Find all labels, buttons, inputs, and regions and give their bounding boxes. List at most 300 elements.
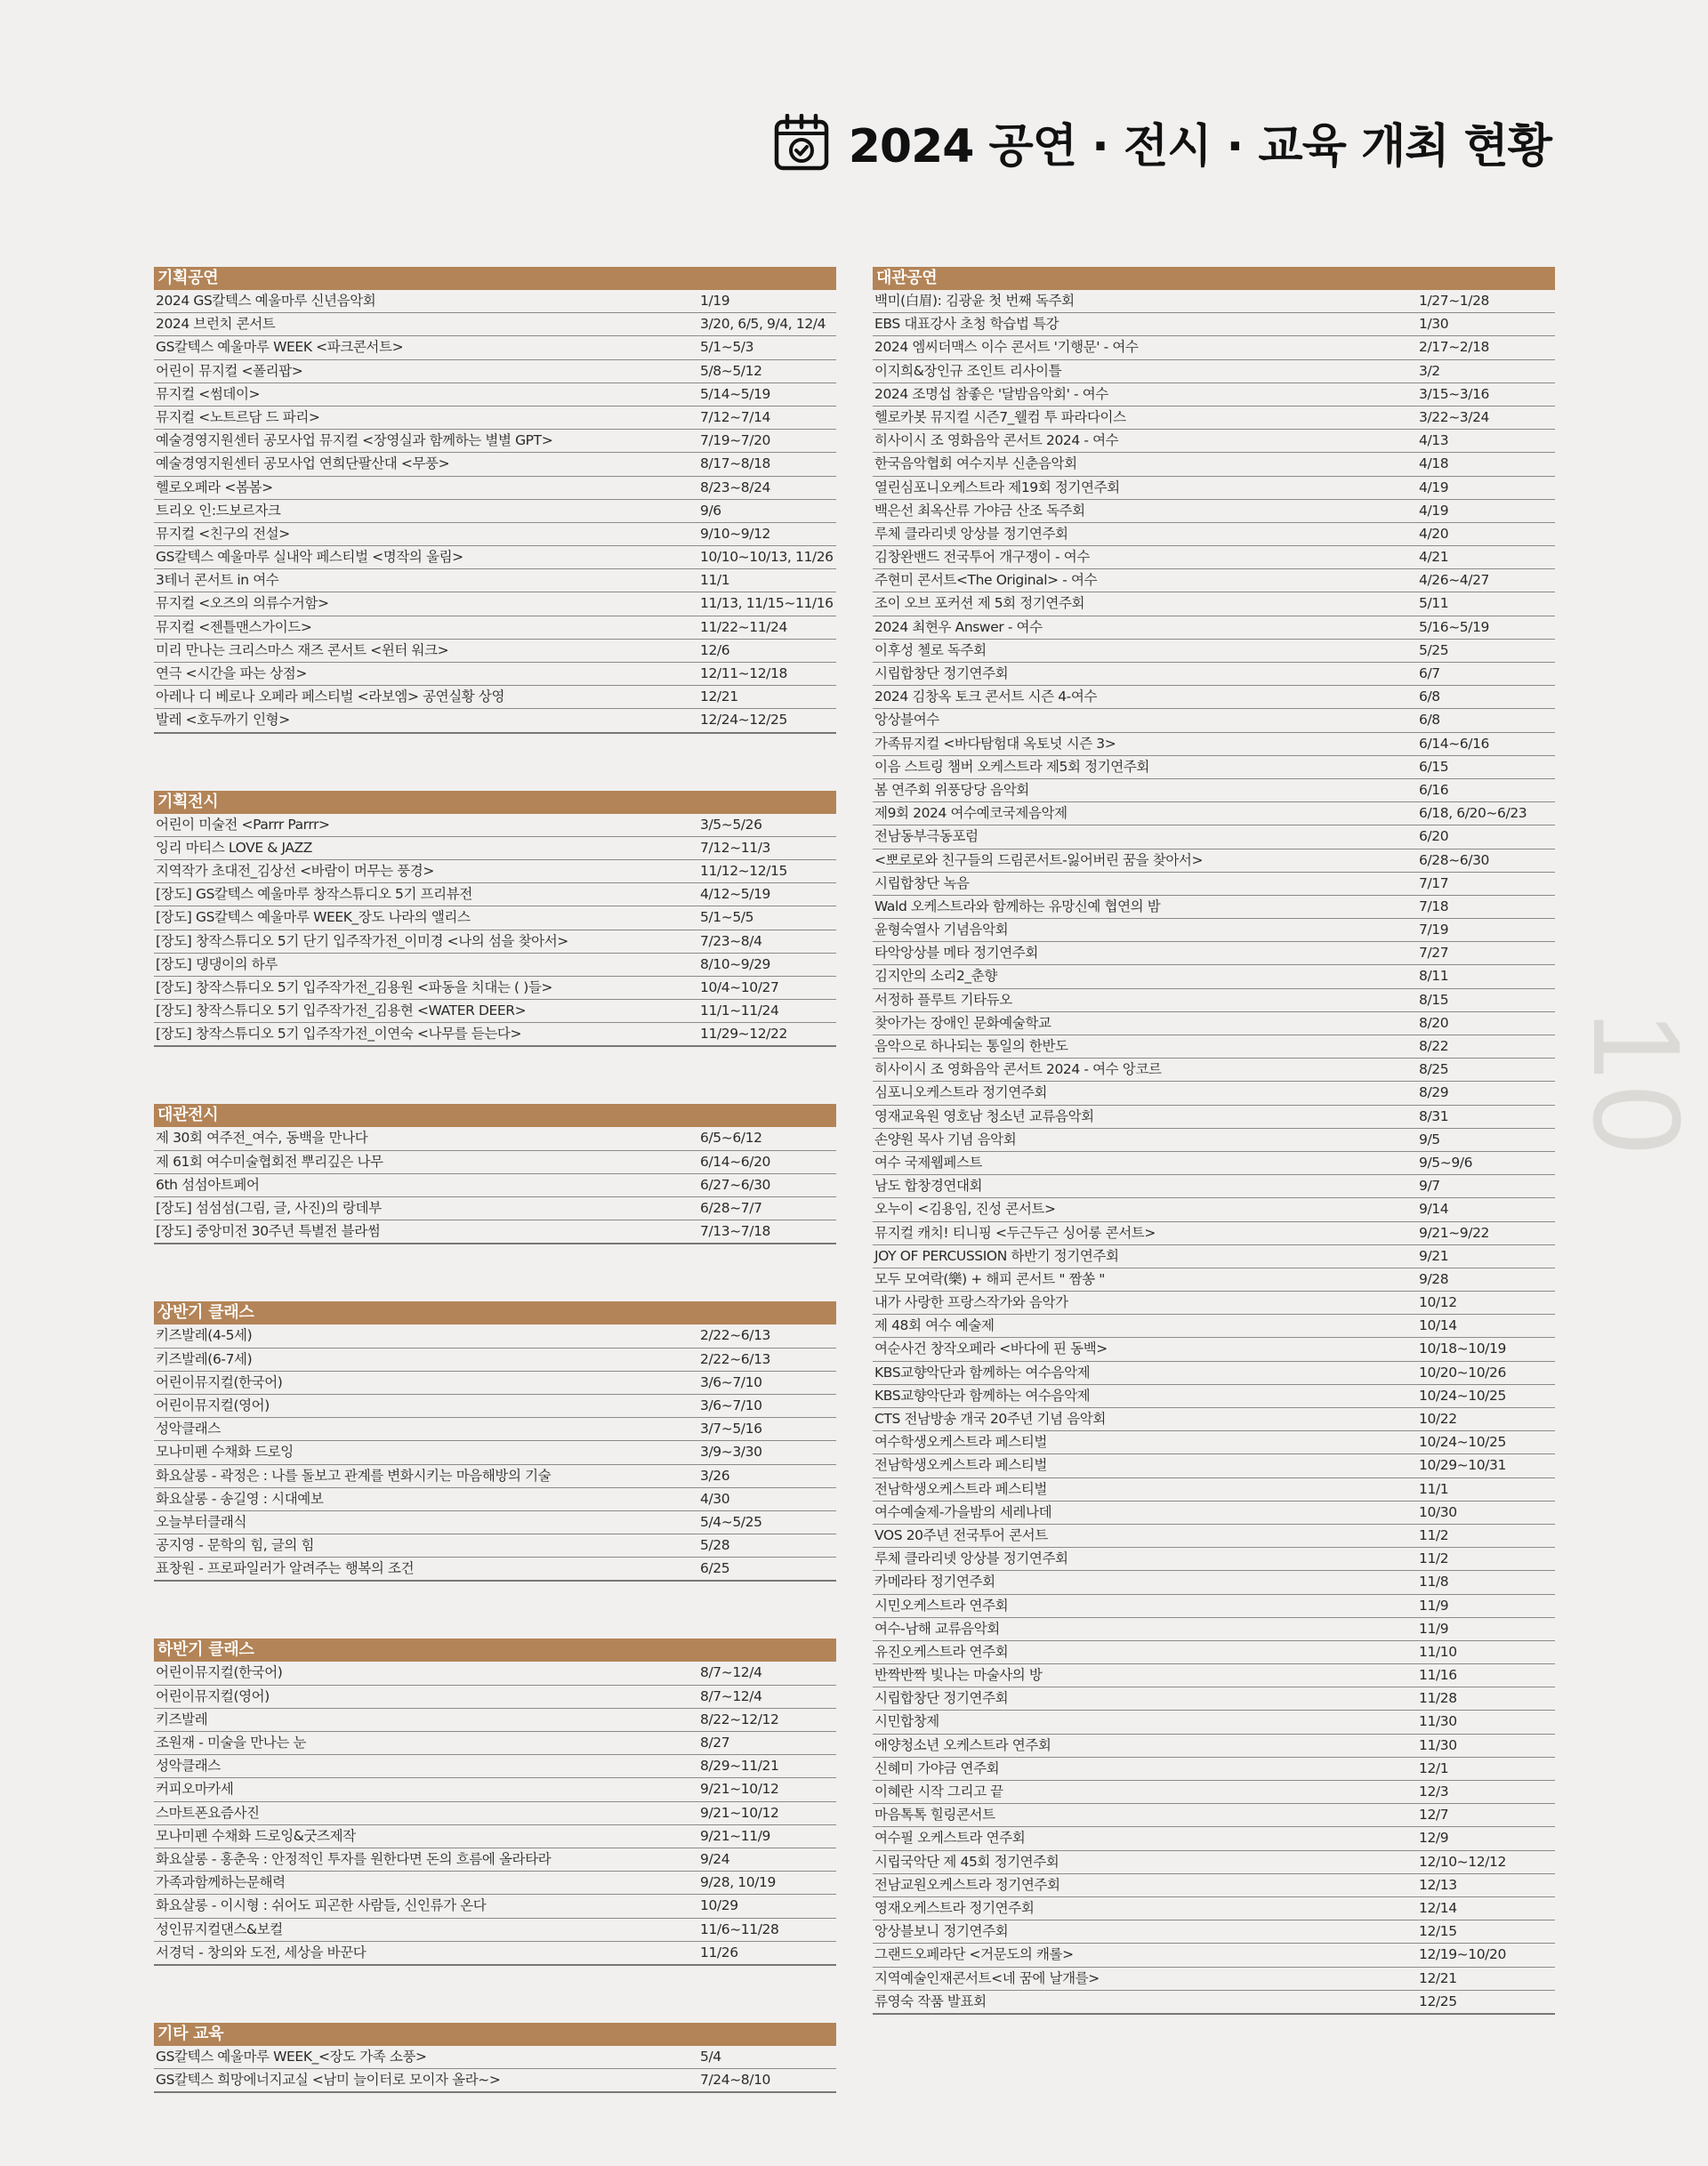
event-name: 윤형숙열사 기념음악회 (874, 922, 1009, 938)
table-row (154, 1488, 836, 1511)
event-date: 6/8 (1419, 712, 1440, 729)
event-name: 여수필 오케스트라 연주회 (874, 1830, 1026, 1847)
table-row (873, 1991, 1555, 2015)
event-date: 4/20 (1419, 525, 1449, 542)
event-name: 여순사건 창작오페라 <바다에 핀 동백> (874, 1341, 1108, 1357)
event-name: 뮤지컬 <썸데이> (156, 385, 261, 402)
event-name: 어린이 뮤지컬 <폴리팝> (156, 362, 303, 379)
event-name: 시립합창단 정기연주회 (874, 665, 1009, 681)
event-date: 10/20~10/26 (1419, 1364, 1506, 1381)
table-row (873, 1012, 1555, 1035)
event-date: 7/24~8/10 (700, 2072, 771, 2089)
table-row (154, 616, 836, 640)
event-date: 6/15 (1419, 758, 1449, 775)
event-name: 가족뮤지컬 <바다탐험대 옥토넛 시즌 3> (874, 735, 1116, 752)
table-row (873, 1595, 1555, 1618)
section-heading: 하반기 클래스 (154, 1639, 836, 1662)
table-row (873, 290, 1555, 313)
event-date: 11/1~11/24 (700, 1002, 779, 1019)
event-name: 제 30회 여주전_여수, 동백을 만나다 (156, 1130, 368, 1147)
event-name: 류영숙 작품 발표회 (874, 1993, 987, 2009)
event-date: 12/21 (700, 688, 738, 705)
section-heading: 대관공연 (873, 267, 1555, 290)
schedule-section (154, 791, 836, 1048)
event-name: 카메라타 정기연주회 (874, 1574, 995, 1590)
event-name: 전남학생오케스트라 페스티벌 (874, 1480, 1047, 1497)
event-name: 표창원 - 프로파일러가 알려주는 행복의 조건 (156, 1560, 415, 1577)
event-name: GS칼텍스 예울마루 WEEK_<장도 가족 소풍> (156, 2048, 427, 2065)
table-row (873, 360, 1555, 383)
event-date: 10/30 (1419, 1503, 1457, 1520)
event-date: 11/30 (1419, 1736, 1457, 1753)
table-row (873, 1781, 1555, 1804)
event-date: 11/26 (700, 1944, 738, 1961)
table-row (873, 1454, 1555, 1478)
event-name: 김창완밴드 전국투어 개구쟁이 - 여수 (874, 549, 1090, 566)
event-name: 시민합창제 (874, 1713, 939, 1730)
event-date: 4/19 (1419, 502, 1449, 519)
event-name: 뮤지컬 <노트르담 드 파리> (156, 408, 320, 425)
section-heading: 대관전시 (154, 1104, 836, 1127)
event-name: 예술경영지원센터 공모사업 연희단팔산대 <무풍> (156, 455, 450, 472)
event-name: GS칼텍스 희망에너지교실 <남미 늘이터로 모이자 올라~> (156, 2072, 501, 2089)
table-row (873, 1198, 1555, 1221)
event-name: 어린이 미술전 <Parrr Parrr> (156, 816, 330, 833)
event-name: [장도] 창작스튜디오 5기 입주작가전_이연숙 <나무를 듣는다> (156, 1026, 522, 1043)
event-name: 스마트폰요즘사진 (156, 1804, 260, 1821)
event-name: 제 48회 여수 예술제 (874, 1317, 995, 1334)
event-name: 이후성 첼로 독주회 (874, 641, 987, 658)
table-row (154, 500, 836, 523)
event-date: 11/28 (1419, 1690, 1457, 1707)
event-name: 시민오케스트라 연주회 (874, 1597, 1009, 1614)
event-date: 8/15 (1419, 991, 1449, 1008)
event-name: 한국음악협회 여수지부 신춘음악회 (874, 455, 1077, 472)
table-row (873, 1106, 1555, 1129)
event-date: 5/11 (1419, 595, 1449, 612)
event-name: 제 61회 여수미술협회전 뿌리깊은 나무 (156, 1153, 383, 1170)
event-name: 이혜란 시작 그리고 끝 (874, 1784, 1003, 1800)
event-name: 열린심포니오케스트라 제19회 정기연주회 (874, 479, 1120, 495)
event-date: 11/2 (1419, 1550, 1449, 1567)
event-date: 10/29~10/31 (1419, 1457, 1506, 1474)
event-date: 7/12~11/3 (700, 839, 771, 856)
table-row (873, 849, 1555, 873)
event-name: 가족과함께하는문해력 (156, 1874, 286, 1891)
table-row (873, 1082, 1555, 1105)
table-row (154, 407, 836, 430)
event-date: 9/10~9/12 (700, 525, 771, 542)
event-date: 4/12~5/19 (700, 886, 771, 903)
event-date: 5/14~5/19 (700, 385, 771, 402)
table-row (873, 896, 1555, 919)
event-date: 9/28 (1419, 1270, 1449, 1287)
event-date: 5/4 (700, 2048, 721, 2065)
event-date: 3/2 (1419, 362, 1440, 379)
event-date: 9/28, 10/19 (700, 1874, 776, 1891)
event-date: 8/11 (1419, 968, 1449, 985)
table-row (873, 1268, 1555, 1292)
event-name: CTS 전남방송 개국 20주년 기념 음악회 (874, 1411, 1106, 1427)
table-row (154, 1919, 836, 1942)
event-name: 시립합창단 정기연주회 (874, 1690, 1009, 1707)
event-name: 신혜미 가야금 연주회 (874, 1759, 1000, 1776)
event-date: 12/7 (1419, 1807, 1449, 1824)
table-row (154, 290, 836, 313)
event-date: 8/29~11/21 (700, 1758, 779, 1775)
calendar-check-icon (774, 114, 829, 171)
event-date: 7/19 (1419, 922, 1449, 938)
schedule-section (154, 1301, 836, 1582)
event-name: 어린이뮤지컬(영어) (156, 1397, 270, 1413)
event-date: 8/27 (700, 1735, 730, 1751)
table-row (154, 592, 836, 616)
event-name: 전남동부극동포럼 (874, 828, 979, 845)
event-name: 주현미 콘서트<The Original> - 여수 (874, 572, 1098, 589)
event-name: [장도] 중앙미전 30주년 특별전 블라썸 (156, 1223, 381, 1240)
table-row (873, 453, 1555, 476)
event-date: 10/29 (700, 1897, 738, 1914)
event-name: 음악으로 하나되는 통일의 한반도 (874, 1038, 1068, 1054)
event-date: 8/17~8/18 (700, 455, 771, 472)
table-row (873, 523, 1555, 546)
table-row (873, 1711, 1555, 1734)
event-date: 10/14 (1419, 1317, 1457, 1334)
event-name: 히사이시 조 영화음악 콘서트 2024 - 여수 앙코르 (874, 1061, 1162, 1078)
event-date: 6/16 (1419, 781, 1449, 798)
event-name: [장도] 섬섬섬(그림, 글, 사진)의 랑데부 (156, 1200, 382, 1216)
event-date: 12/25 (1419, 1993, 1457, 2009)
event-date: 12/15 (1419, 1923, 1457, 1940)
event-date: 9/14 (1419, 1201, 1449, 1218)
event-name: 애양청소년 오케스트라 연주회 (874, 1736, 1051, 1753)
event-name: 화요살롱 - 송길영 : 시대예보 (156, 1490, 324, 1507)
event-name: 화요살롱 - 이시형 : 쉬어도 피곤한 사람들, 신인류가 온다 (156, 1897, 487, 1914)
event-name: JOY OF PERCUSSION 하반기 정기연주회 (874, 1247, 1119, 1264)
event-date: 6/7 (1419, 665, 1440, 681)
event-date: 11/29~12/22 (700, 1026, 787, 1043)
event-date: 9/5 (1419, 1131, 1440, 1147)
event-date: 10/22 (1419, 1411, 1457, 1427)
schedule-section (154, 2023, 836, 2093)
table-row (873, 546, 1555, 569)
event-date: 9/21~11/9 (700, 1827, 771, 1844)
event-date: 7/23~8/4 (700, 932, 762, 949)
event-date: 9/5~9/6 (1419, 1154, 1473, 1171)
event-name: 뮤지컬 <오즈의 의류수거함> (156, 595, 329, 612)
event-date: 12/11~12/18 (700, 665, 787, 681)
table-row (873, 1362, 1555, 1385)
table-row (154, 1465, 836, 1488)
event-name: 모두 모여락(樂) + 해피 콘서트 " 짬쏭 " (874, 1270, 1106, 1287)
event-date: 12/24~12/25 (700, 712, 787, 729)
table-row (873, 1431, 1555, 1454)
table-row (154, 1558, 836, 1582)
table-row (873, 1758, 1555, 1781)
event-name: 예술경영지원센터 공모사업 뮤지컬 <장영실과 함께하는 별별 GPT> (156, 432, 553, 449)
table-row (154, 1000, 836, 1023)
event-name: 공지영 - 문학의 힘, 글의 힘 (156, 1537, 315, 1554)
event-name: 전남교원오케스트라 정기연주회 (874, 1876, 1060, 1893)
schedule-section (154, 1639, 836, 1965)
event-name: 성악클래스 (156, 1758, 221, 1775)
event-name: 여수 국제웹페스트 (874, 1154, 983, 1171)
table-row (154, 686, 836, 709)
table-row (154, 2046, 836, 2069)
table-row (873, 1502, 1555, 1525)
table-row (873, 477, 1555, 500)
table-row (154, 569, 836, 592)
event-name: 여수학생오케스트라 페스티벌 (874, 1434, 1047, 1451)
table-row (154, 1732, 836, 1755)
schedule-section (873, 267, 1555, 2015)
event-name: 6th 섬섬아트페어 (156, 1176, 260, 1193)
event-name: 백미(白眉): 김광윤 첫 번째 독주회 (874, 293, 1075, 309)
event-date: 4/19 (1419, 479, 1449, 495)
event-date: 11/8 (1419, 1574, 1449, 1590)
event-date: 10/18~10/19 (1419, 1341, 1506, 1357)
event-name: GS칼텍스 예울마루 실내악 페스티벌 <명작의 울림> (156, 549, 463, 566)
event-name: 뮤지컬 캐치! 티니핑 <두근두근 싱어롱 콘서트> (874, 1224, 1156, 1241)
table-row (154, 523, 836, 546)
table-row (873, 1571, 1555, 1594)
table-row (154, 814, 836, 837)
event-name: 조원재 - 미술을 만나는 눈 (156, 1735, 307, 1751)
table-row (154, 1023, 836, 1047)
event-date: 10/24~10/25 (1419, 1434, 1506, 1451)
table-row (154, 1511, 836, 1534)
table-row (873, 616, 1555, 640)
table-row (873, 500, 1555, 523)
event-name: 찾아가는 장애인 문화예술학교 (874, 1014, 1051, 1031)
table-row (154, 1534, 836, 1558)
table-row (154, 709, 836, 733)
event-date: 12/3 (1419, 1784, 1449, 1800)
table-row (873, 1618, 1555, 1641)
event-name: 어린이뮤지컬(한국어) (156, 1373, 283, 1390)
page-title: 2024 공연 · 전시 · 교육 개최 현황 (848, 120, 1551, 173)
event-name: 봄 연주회 위풍당당 음악회 (874, 781, 1029, 798)
event-name: 내가 사랑한 프랑스작가와 음악가 (874, 1294, 1068, 1311)
table-row (873, 1944, 1555, 1967)
event-date: 3/9~3/30 (700, 1444, 762, 1461)
event-name: 어린이뮤지컬(한국어) (156, 1664, 283, 1681)
event-name: 앙상블보니 정기연주회 (874, 1923, 1009, 1940)
event-date: 9/6 (700, 502, 721, 519)
table-row (154, 546, 836, 569)
event-name: 2024 김창옥 토크 콘서트 시즌 4-여수 (874, 688, 1098, 705)
event-name: 모나미펜 수채화 드로잉 (156, 1444, 294, 1461)
page-header (774, 109, 1551, 175)
table-row (873, 802, 1555, 825)
table-row (873, 1315, 1555, 1338)
event-name: [장도] GS칼텍스 예울마루 WEEK_장도 나라의 앨리스 (156, 909, 471, 926)
table-row (873, 1059, 1555, 1082)
event-date: 3/5~5/26 (700, 816, 762, 833)
table-row (154, 336, 836, 359)
event-name: 지역작가 초대전_김상선 <바람이 머무는 풍경> (156, 862, 434, 879)
table-row (873, 709, 1555, 732)
table-row (154, 383, 836, 407)
table-row (873, 1478, 1555, 1502)
table-row (154, 1802, 836, 1825)
event-name: 트리오 인:드보르자크 (156, 502, 281, 519)
event-date: 3/6~7/10 (700, 1397, 762, 1413)
table-row (154, 1197, 836, 1220)
event-date: 8/10~9/29 (700, 955, 771, 972)
event-name: 화요살롱 - 홍춘욱 : 안정적인 투자를 원한다면 돈의 흐름에 올라타라 (156, 1850, 552, 1867)
event-date: 12/14 (1419, 1899, 1457, 1916)
event-name: <뽀로로와 친구들의 드림콘서트-잃어버린 꿈을 찾아서> (874, 851, 1204, 868)
table-row (154, 930, 836, 954)
event-date: 8/25 (1419, 1061, 1449, 1078)
event-date: 4/26~4/27 (1419, 572, 1490, 589)
event-name: 시립합창단 녹음 (874, 874, 970, 891)
event-date: 3/15~3/16 (1419, 385, 1490, 402)
event-name: [장도] 창작스튜디오 5기 입주작가전_김용현 <WATER DEER> (156, 1002, 527, 1019)
table-row (154, 313, 836, 336)
table-row (154, 1825, 836, 1848)
table-row (873, 592, 1555, 616)
event-date: 3/6~7/10 (700, 1373, 762, 1390)
event-date: 8/7~12/4 (700, 1687, 762, 1704)
table-row (873, 336, 1555, 359)
event-name: 유진오케스트라 연주회 (874, 1643, 1009, 1660)
section-heading: 기획전시 (154, 791, 836, 814)
table-row (873, 873, 1555, 896)
table-row (873, 1408, 1555, 1431)
table-row (873, 1175, 1555, 1198)
event-date: 11/2 (1419, 1526, 1449, 1543)
event-date: 11/1 (1419, 1480, 1449, 1497)
event-date: 9/21 (1419, 1247, 1449, 1264)
table-row (873, 1222, 1555, 1245)
event-date: 10/12 (1419, 1294, 1457, 1311)
table-row (873, 1035, 1555, 1059)
event-name: 지역예술인재콘서트<네 꿈에 날개를> (874, 1969, 1100, 1986)
event-date: 5/1~5/5 (700, 909, 754, 926)
event-date: 12/19~10/20 (1419, 1946, 1506, 1963)
table-row (154, 860, 836, 883)
event-name: 발레 <호두까기 인형> (156, 712, 290, 729)
event-name: 키즈발레 (156, 1711, 208, 1727)
table-row (154, 1441, 836, 1464)
event-date: 9/7 (1419, 1178, 1440, 1195)
table-row (154, 1174, 836, 1197)
right-column (873, 267, 1555, 2072)
event-name: 제9회 2024 여수예코국제음악제 (874, 805, 1068, 822)
event-date: 5/4~5/25 (700, 1513, 762, 1530)
event-name: 키즈발레(4-5세) (156, 1327, 253, 1344)
event-date: 12/13 (1419, 1876, 1457, 1893)
event-name: 심포니오케스트라 정기연주회 (874, 1084, 1047, 1101)
event-date: 11/1 (700, 572, 730, 589)
event-date: 3/22~3/24 (1419, 408, 1490, 425)
event-name: KBS교향악단과 함께하는 여수음악제 (874, 1364, 1091, 1381)
event-date: 7/18 (1419, 898, 1449, 914)
event-name: 화요살롱 - 곽정은 : 나를 돌보고 관계를 변화시키는 마음해방의 기술 (156, 1467, 552, 1484)
event-date: 5/28 (700, 1537, 730, 1554)
event-date: 9/24 (700, 1850, 730, 1867)
table-row (154, 954, 836, 977)
table-row (154, 1942, 836, 1966)
event-date: 8/23~8/24 (700, 479, 771, 495)
event-date: 11/13, 11/15~11/16 (700, 595, 834, 612)
table-row (873, 1385, 1555, 1408)
event-date: 5/8~5/12 (700, 362, 762, 379)
event-date: 8/31 (1419, 1107, 1449, 1124)
event-date: 1/27~1/28 (1419, 293, 1490, 309)
table-row (154, 1325, 836, 1348)
event-name: [장도] GS칼텍스 예울마루 창작스튜디오 5기 프리뷰전 (156, 886, 472, 903)
event-name: 전남학생오케스트라 페스티벌 (874, 1457, 1047, 1474)
event-date: 11/10 (1419, 1643, 1457, 1660)
event-name: GS칼텍스 예울마루 WEEK <파크콘서트> (156, 339, 404, 356)
table-row (873, 965, 1555, 988)
table-row (873, 942, 1555, 965)
event-name: 잉리 마티스 LOVE & JAZZ (156, 839, 313, 856)
table-row (873, 1664, 1555, 1687)
event-name: 뮤지컬 <친구의 전설> (156, 525, 290, 542)
section-heading: 상반기 클래스 (154, 1301, 836, 1325)
table-row (873, 1641, 1555, 1664)
table-row (873, 1129, 1555, 1152)
event-date: 5/1~5/3 (700, 339, 754, 356)
table-row (873, 1827, 1555, 1850)
event-date: 11/6~11/28 (700, 1920, 779, 1937)
table-row (873, 663, 1555, 686)
table-row (873, 1804, 1555, 1827)
table-row (154, 477, 836, 500)
table-row (873, 569, 1555, 592)
event-name: 김지안의 소리2_춘향 (874, 968, 997, 985)
event-date: 5/25 (1419, 641, 1449, 658)
event-date: 6/28~7/7 (700, 1200, 762, 1216)
event-name: 루체 클라리넷 앙상블 정기연주회 (874, 525, 1068, 542)
event-date: 6/8 (1419, 688, 1440, 705)
table-row (873, 989, 1555, 1012)
event-name: 영재교육원 영호남 청소년 교류음악회 (874, 1107, 1094, 1124)
event-date: 5/16~5/19 (1419, 618, 1490, 635)
event-name: 여수예술제-가을밤의 세레나데 (874, 1503, 1052, 1520)
event-date: 10/24~10/25 (1419, 1387, 1506, 1404)
table-row (873, 1292, 1555, 1315)
event-date: 7/13~7/18 (700, 1223, 771, 1240)
section-heading: 기타 교육 (154, 2023, 836, 2046)
event-date: 11/22~11/24 (700, 618, 787, 635)
event-date: 12/10~12/12 (1419, 1853, 1506, 1870)
event-date: 12/9 (1419, 1830, 1449, 1847)
table-row (154, 430, 836, 453)
event-date: 8/7~12/4 (700, 1664, 762, 1681)
event-date: 11/16 (1419, 1667, 1457, 1684)
table-row (154, 883, 836, 906)
event-name: 반짝반짝 빛나는 마술사의 방 (874, 1667, 1043, 1684)
event-date: 6/25 (700, 1560, 730, 1577)
table-row (873, 407, 1555, 430)
event-date: 9/21~10/12 (700, 1804, 779, 1821)
event-name: 손양원 목사 기념 음악회 (874, 1131, 1017, 1147)
table-row (154, 1151, 836, 1174)
event-date: 11/12~12/15 (700, 862, 787, 879)
table-row (154, 2069, 836, 2093)
table-row (873, 1874, 1555, 1897)
event-name: [장도] 창작스튜디오 5기 단기 입주작가전_이미경 <나의 섬을 찾아서> (156, 932, 568, 949)
table-row (154, 837, 836, 860)
event-date: 4/30 (700, 1490, 730, 1507)
table-row (154, 1709, 836, 1732)
table-row (154, 1395, 836, 1418)
